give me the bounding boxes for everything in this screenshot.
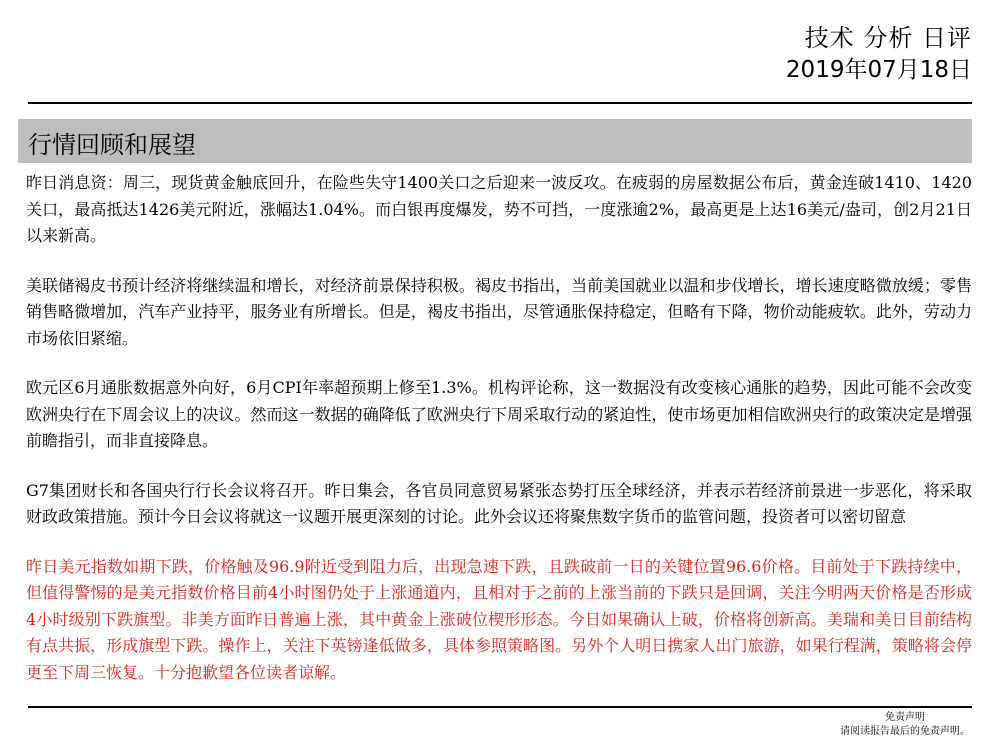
paragraph-eurozone-inflation: 欧元区6月通胀数据意外向好，6月CPI年率超预期上修至1.3%。机构评论称，这一数据没有改变核心通胀的趋势，因此可能不会改变欧洲央行在下周会议上的决议。然而这一数据的确降低了欧洲央行下周采取行动的紧迫性，使市场更加相信欧洲央行的政策决定是增强前瞻指引，而非直接降息。 <box>26 378 972 450</box>
paragraph-technical-outlook: 昨日美元指数如期下跌，价格触及96.9附近受到阻力后，出现急速下跌，且跌破前一日的关键位置96.6价格。目前处于下跌持续中，但值得警惕的是美元指数价格目前4小时图仍处于上涨通道内，且相对于之前的上涨当前的下跌只是回调，关注今明两天价格是否形成4小时级别下跌旗型。非美方面昨日普遍上涨，其中黄金上涨破位楔形形态。今日如果确认上破，价格将创新高。美瑞和美日目前结构有点共振，形成旗型下跌。操作上，关注下英镑逢低做多，具体参照策略图。另外个人明日携家人出门旅游，如果行程满，策略将会停更至下周三恢复。十分抱歉望各位读者谅解。 <box>26 556 972 682</box>
report-date: 2019年07月18日 <box>785 57 972 83</box>
report-type-title: 技术 分析 日评 <box>804 24 972 52</box>
disclaimer <box>840 711 970 739</box>
disclaimer-text: 请阅读报告最后的免责声明。 <box>840 726 970 737</box>
paragraph-g7-meeting: G7集团财长和各国央行行长会议将召开。昨日集会，各官员同意贸易紧张态势打压全球经济，并表示若经济前景进一步恶化，将采取财政政策措施。预计今日会议将就这一议题开展更深刻的讨论。此外会议还将聚焦数字货币的监管问题，投资者可以密切留意 <box>26 480 972 526</box>
report-body <box>26 170 972 709</box>
section-header-bar <box>18 119 972 163</box>
paragraph-beige-book: 美联储褐皮书预计经济将继续温和增长，对经济前景保持积极。褐皮书指出，当前美国就业以温和步伐增长，增长速度略微放缓；零售销售略微增加，汽车产业持平，服务业有所增长。但是，褐皮书指出，尽管通胀保持稳定，但略有下降，物价动能疲软。此外，劳动力市场依旧紧缩。 <box>26 275 972 348</box>
section-title: 行情回顾和展望 <box>28 131 196 159</box>
header-divider <box>28 102 972 104</box>
disclaimer-title: 免责声明 <box>885 712 925 723</box>
paragraph-gold-silver: 昨日消息资：周三，现货黄金触底回升，在险些失守1400关口之后迎来一波反攻。在疲弱的房屋数据公布后，黄金连破1410、1420关口，最高抵达1426美元附近，涨幅达1.04%。而白银再度爆发，势不可挡，一度涨逾2%，最高更是上达16美元/盎司，创2月21日以来新高。 <box>26 173 972 245</box>
report-header <box>786 22 972 86</box>
footer-divider <box>28 706 972 708</box>
